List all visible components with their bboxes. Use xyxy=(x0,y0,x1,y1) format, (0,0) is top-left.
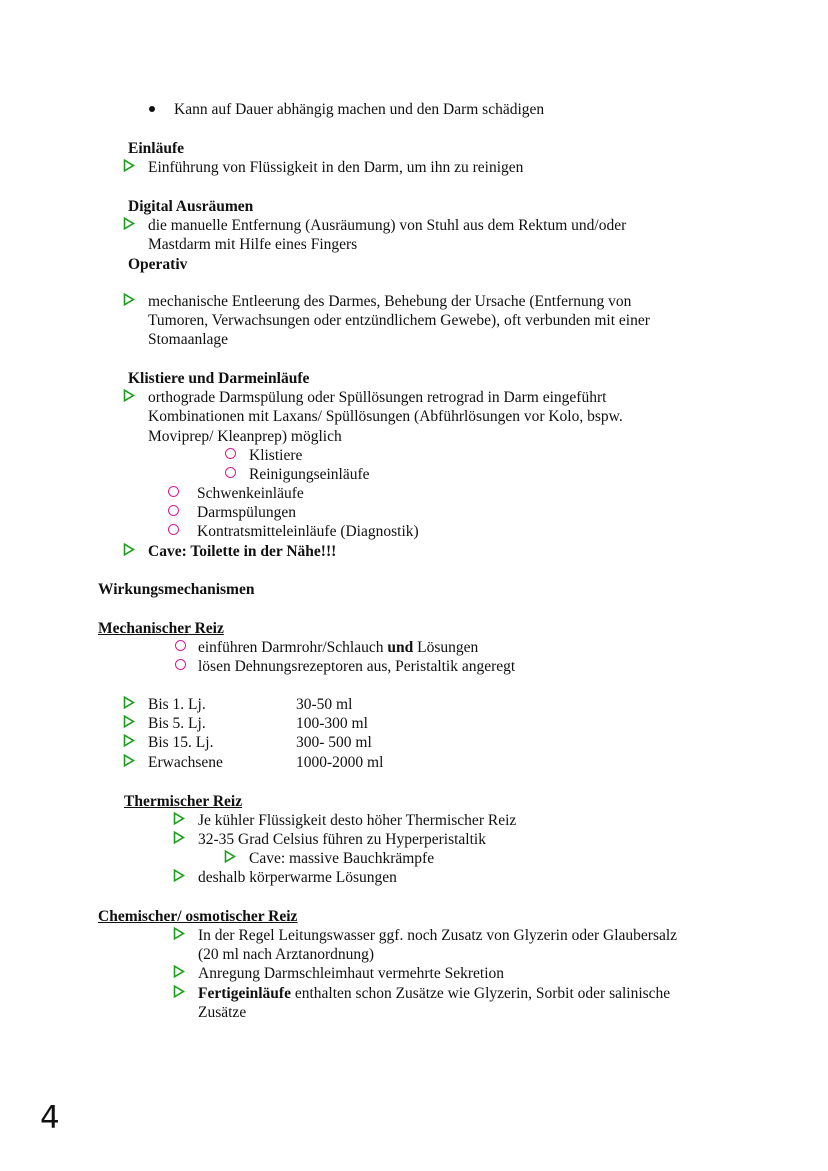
digital-line-1: die manuelle Entfernung (Ausräumung) von Stuhl aus dem Rektum und/oder xyxy=(148,217,627,234)
thermisch-item-2: 32-35 Grad Celsius führen zu Hyperperistaltik xyxy=(198,831,486,848)
operativ-line-1: mechanische Entleerung des Darmes, Behebung der Ursache (Entfernung von xyxy=(148,293,632,310)
arrow-bullet-icon xyxy=(173,927,185,940)
mengen-age: Bis 5. Lj. xyxy=(148,715,206,732)
arrow-bullet-icon xyxy=(123,543,135,556)
circle-bullet-icon xyxy=(225,467,236,478)
mengen-amount: 100-300 ml xyxy=(296,715,368,732)
klistiere-sub-item: Reinigungseinläufe xyxy=(249,466,370,483)
klistiere-heading: Klistiere und Darmeinläufe xyxy=(128,370,310,387)
chemisch-item-3-line-2: Zusätze xyxy=(198,1004,247,1021)
operativ-line-3: Stomaanlage xyxy=(148,331,229,348)
einlaeufe-heading: Einläufe xyxy=(128,140,184,157)
chemisch-heading: Chemischer/ osmotischer Reiz xyxy=(98,908,298,925)
thermisch-item-1: Je kühler Flüssigkeit desto höher Thermischer Reiz xyxy=(198,812,517,829)
thermisch-item-3: deshalb körperwarme Lösungen xyxy=(198,869,397,886)
operativ-line-2: Tumoren, Verwachsungen oder entzündlichem Gewebe), oft verbunden mit einer xyxy=(148,312,650,329)
klistiere-line-1: orthograde Darmspülung oder Spüllösungen retrograd in Darm eingeführt xyxy=(148,389,607,406)
circle-bullet-icon xyxy=(225,448,236,459)
thermisch-heading: Thermischer Reiz xyxy=(124,793,243,810)
klistiere-sub-item: Klistiere xyxy=(249,447,303,464)
mengen-amount: 30-50 ml xyxy=(296,696,353,713)
operativ-heading: Operativ xyxy=(128,256,188,273)
einlaeufe-text: Einführung von Flüssigkeit in den Darm, um ihn zu reinigen xyxy=(148,159,524,176)
arrow-bullet-icon xyxy=(123,696,135,709)
arrow-bullet-icon xyxy=(123,217,135,230)
klistiere-sub-item: Schwenkeinläufe xyxy=(197,485,304,502)
mechanisch-item-1: einführen Darmrohr/Schlauch und Lösungen xyxy=(198,639,479,656)
arrow-bullet-icon xyxy=(123,389,135,402)
circle-bullet-icon xyxy=(168,486,179,497)
mengen-amount: 1000-2000 ml xyxy=(296,754,384,771)
arrow-bullet-icon xyxy=(173,831,185,844)
circle-bullet-icon xyxy=(168,524,179,535)
arrow-bullet-icon xyxy=(123,159,135,172)
chemisch-item-1-line-2: (20 ml nach Arztanordnung) xyxy=(198,946,375,963)
klistiere-line-2: Kombinationen mit Laxans/ Spüllösungen (Abführlösungen vor Kolo, bspw. xyxy=(148,408,623,425)
mengen-age: Erwachsene xyxy=(148,754,223,771)
page-number: 4 xyxy=(40,1100,60,1136)
mengen-amount: 300- 500 ml xyxy=(296,734,372,751)
wirkung-heading: Wirkungsmechanismen xyxy=(98,581,255,598)
arrow-bullet-icon xyxy=(123,754,135,767)
mechanisch-heading: Mechanischer Reiz xyxy=(98,620,224,637)
klistiere-line-3: Moviprep/ Kleanprep) möglich xyxy=(148,428,342,445)
mengen-age: Bis 15. Lj. xyxy=(148,734,214,751)
digital-heading: Digital Ausräumen xyxy=(128,198,254,215)
chemisch-item-3-line-1: Fertigeinläufe enthalten schon Zusätze wie Glyzerin, Sorbit oder salinische xyxy=(198,985,671,1002)
cave-toilet-text: Cave: Toilette in der Nähe!!! xyxy=(148,543,337,560)
circle-bullet-icon xyxy=(168,505,179,516)
arrow-bullet-icon xyxy=(173,812,185,825)
klistiere-sub-item: Darmspülungen xyxy=(197,504,297,521)
thermisch-item-2-sub: Cave: massive Bauchkrämpfe xyxy=(249,850,435,867)
arrow-bullet-icon xyxy=(123,715,135,728)
arrow-bullet-icon xyxy=(123,293,135,306)
arrow-bullet-icon xyxy=(173,985,185,998)
klistiere-sub-item: Kontratsmitteleinläufe (Diagnostik) xyxy=(197,523,419,540)
arrow-bullet-icon xyxy=(224,850,236,863)
mechanisch-item-2: lösen Dehnungsrezeptoren aus, Peristaltik angeregt xyxy=(198,658,516,675)
arrow-bullet-icon xyxy=(123,734,135,747)
chemisch-item-2: Anregung Darmschleimhaut vermehrte Sekretion xyxy=(198,965,505,982)
circle-bullet-icon xyxy=(175,640,186,651)
top-bullet-text: Kann auf Dauer abhängig machen und den Darm schädigen xyxy=(174,101,545,118)
digital-line-2: Mastdarm mit Hilfe eines Fingers xyxy=(148,236,358,253)
arrow-bullet-icon xyxy=(173,965,185,978)
circle-bullet-icon xyxy=(175,659,186,670)
mengen-age: Bis 1. Lj. xyxy=(148,696,206,713)
chemisch-item-1-line-1: In der Regel Leitungswasser ggf. noch Zusatz von Glyzerin oder Glaubersalz xyxy=(198,927,678,944)
arrow-bullet-icon xyxy=(173,869,185,882)
bullet-dot-icon xyxy=(149,106,155,112)
